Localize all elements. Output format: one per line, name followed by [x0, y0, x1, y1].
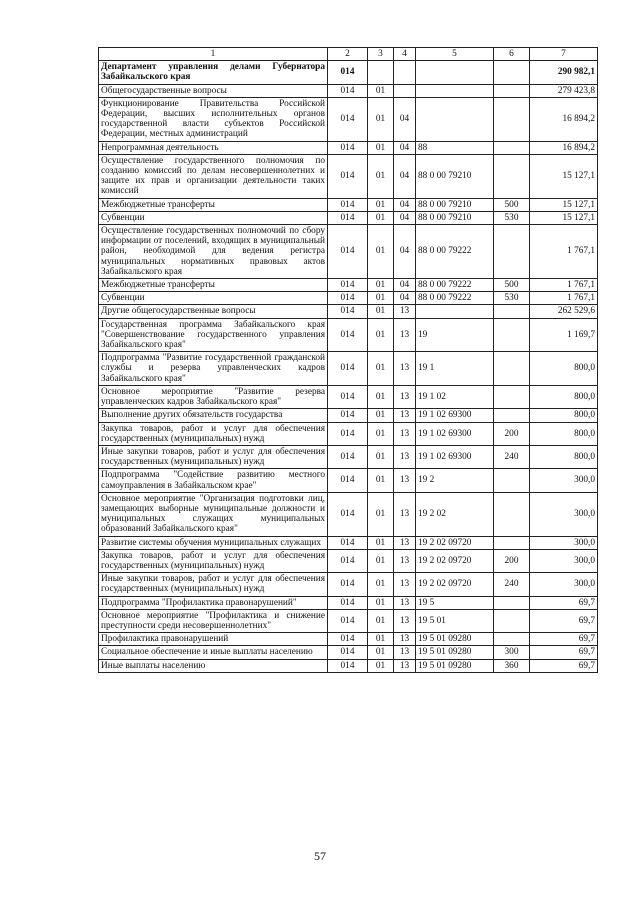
section-code-cell: 01	[368, 646, 394, 659]
subsection-code-cell: 13	[394, 573, 416, 596]
expense-type-cell	[494, 225, 530, 279]
target-article-cell: 19 2 02	[416, 492, 494, 536]
expense-type-cell	[494, 536, 530, 549]
section-code-cell: 01	[368, 352, 394, 386]
expense-type-cell: 530	[494, 211, 530, 224]
section-code-cell: 01	[368, 549, 394, 572]
amount-cell: 800,0	[530, 422, 598, 445]
section-code-cell: 01	[368, 225, 394, 279]
section-code-cell: 01	[368, 385, 394, 408]
subsection-code-cell: 13	[394, 305, 416, 318]
row-name-cell: Другие общегосударственные вопросы	[99, 305, 328, 318]
row-name-cell: Иные закупки товаров, работ и услуг для обеспечения государственных (муниципальных) нужд	[99, 445, 328, 468]
ministry-code-cell: 014	[328, 292, 368, 305]
row-name-cell: Закупка товаров, работ и услуг для обеспечения государственных (муниципальных) нужд	[99, 549, 328, 572]
expense-type-cell	[494, 318, 530, 352]
row-name-cell: Подпрограмма "Развитие государственной гражданской службы и резерва управленческих кадров Забайкальского края"	[99, 352, 328, 386]
table-row	[99, 596, 598, 609]
ministry-code-cell: 014	[328, 409, 368, 422]
header-row	[99, 48, 598, 61]
ministry-code-cell: 014	[328, 633, 368, 646]
subsection-code-cell: 13	[394, 385, 416, 408]
subsection-code-cell: 13	[394, 422, 416, 445]
subsection-code-cell: 13	[394, 469, 416, 492]
target-article-cell: 19 5 01 09280	[416, 633, 494, 646]
target-article-cell	[416, 305, 494, 318]
section-code-cell: 01	[368, 198, 394, 211]
target-article-cell: 19 5 01 09280	[416, 646, 494, 659]
ministry-code-cell: 014	[328, 61, 368, 84]
section-code-cell: 01	[368, 84, 394, 97]
table-row	[99, 198, 598, 211]
subsection-code-cell: 13	[394, 409, 416, 422]
subsection-code-cell: 04	[394, 198, 416, 211]
target-article-cell: 19 2 02 09720	[416, 536, 494, 549]
amount-cell: 1 169,7	[530, 318, 598, 352]
expense-type-cell	[494, 84, 530, 97]
ministry-code-cell: 014	[328, 422, 368, 445]
expense-type-cell: 500	[494, 279, 530, 292]
table-row	[99, 646, 598, 659]
row-name-cell: Непрограммная деятельность	[99, 141, 328, 154]
amount-cell: 800,0	[530, 352, 598, 386]
target-article-cell	[416, 84, 494, 97]
expense-type-cell: 300	[494, 646, 530, 659]
row-name-cell: Иные выплаты населению	[99, 659, 328, 672]
subsection-code-cell	[394, 61, 416, 84]
table-row	[99, 549, 598, 572]
row-name-cell: Подпрограмма "Содействие развитию местного самоуправления в Забайкальском крае"	[99, 469, 328, 492]
header-cell: 6	[494, 48, 530, 61]
subsection-code-cell: 13	[394, 609, 416, 632]
row-name-cell: Субвенции	[99, 292, 328, 305]
target-article-cell: 19 2 02 09720	[416, 573, 494, 596]
amount-cell: 300,0	[530, 549, 598, 572]
section-code-cell: 01	[368, 141, 394, 154]
section-code-cell: 01	[368, 279, 394, 292]
section-code-cell: 01	[368, 422, 394, 445]
header-cell: 2	[328, 48, 368, 61]
ministry-code-cell: 014	[328, 141, 368, 154]
table-row	[99, 445, 598, 468]
expense-type-cell: 200	[494, 549, 530, 572]
table-row	[99, 211, 598, 224]
subsection-code-cell: 13	[394, 549, 416, 572]
section-code-cell: 01	[368, 633, 394, 646]
target-article-cell: 19 5	[416, 596, 494, 609]
target-article-cell: 88 0 00 79222	[416, 279, 494, 292]
expense-type-cell	[494, 154, 530, 198]
section-code-cell: 01	[368, 573, 394, 596]
table-row	[99, 61, 598, 84]
section-code-cell: 01	[368, 659, 394, 672]
header-cell: 3	[368, 48, 394, 61]
target-article-cell: 19 1 02	[416, 385, 494, 408]
ministry-code-cell: 014	[328, 536, 368, 549]
subsection-code-cell: 04	[394, 154, 416, 198]
target-article-cell: 88 0 00 79222	[416, 292, 494, 305]
ministry-code-cell: 014	[328, 305, 368, 318]
expense-type-cell: 500	[494, 198, 530, 211]
expense-type-cell	[494, 141, 530, 154]
amount-cell: 15 127,1	[530, 198, 598, 211]
ministry-code-cell: 014	[328, 225, 368, 279]
table-row	[99, 225, 598, 279]
amount-cell: 300,0	[530, 492, 598, 536]
amount-cell: 800,0	[530, 409, 598, 422]
amount-cell: 1 767,1	[530, 225, 598, 279]
header-cell: 1	[99, 48, 328, 61]
subsection-code-cell: 13	[394, 492, 416, 536]
ministry-code-cell: 014	[328, 659, 368, 672]
target-article-cell: 88	[416, 141, 494, 154]
amount-cell: 16 894,2	[530, 97, 598, 141]
section-code-cell: 01	[368, 318, 394, 352]
subsection-code-cell: 13	[394, 318, 416, 352]
table-row	[99, 536, 598, 549]
budget-table	[98, 47, 598, 673]
section-code-cell: 01	[368, 305, 394, 318]
table-row	[99, 352, 598, 386]
amount-cell: 800,0	[530, 385, 598, 408]
expense-type-cell: 200	[494, 422, 530, 445]
row-name-cell: Социальное обеспечение и иные выплаты населению	[99, 646, 328, 659]
row-name-cell: Основное мероприятие "Развитие резерва управленческих кадров Забайкальского края"	[99, 385, 328, 408]
expense-type-cell	[494, 633, 530, 646]
table-row	[99, 279, 598, 292]
ministry-code-cell: 014	[328, 198, 368, 211]
row-name-cell: Закупка товаров, работ и услуг для обеспечения государственных (муниципальных) нужд	[99, 422, 328, 445]
expense-type-cell	[494, 61, 530, 84]
table-row	[99, 422, 598, 445]
section-code-cell: 01	[368, 409, 394, 422]
table-body	[99, 48, 598, 673]
row-name-cell: Субвенции	[99, 211, 328, 224]
ministry-code-cell: 014	[328, 609, 368, 632]
subsection-code-cell: 13	[394, 352, 416, 386]
table-row	[99, 409, 598, 422]
target-article-cell: 19 1 02 69300	[416, 445, 494, 468]
expense-type-cell	[494, 409, 530, 422]
section-code-cell: 01	[368, 492, 394, 536]
amount-cell: 15 127,1	[530, 211, 598, 224]
amount-cell: 69,7	[530, 609, 598, 632]
amount-cell: 800,0	[530, 445, 598, 468]
expense-type-cell	[494, 609, 530, 632]
page-number: 57	[314, 849, 326, 863]
amount-cell: 300,0	[530, 573, 598, 596]
subsection-code-cell: 13	[394, 633, 416, 646]
target-article-cell: 19 5 01 09280	[416, 659, 494, 672]
amount-cell: 279 423,8	[530, 84, 598, 97]
ministry-code-cell: 014	[328, 492, 368, 536]
target-article-cell: 19 1	[416, 352, 494, 386]
table-row	[99, 318, 598, 352]
expense-type-cell	[494, 492, 530, 536]
expense-type-cell	[494, 385, 530, 408]
header-cell: 7	[530, 48, 598, 61]
target-article-cell: 19 1 02 69300	[416, 422, 494, 445]
subsection-code-cell: 04	[394, 225, 416, 279]
subsection-code-cell: 04	[394, 292, 416, 305]
table-row	[99, 633, 598, 646]
amount-cell: 69,7	[530, 646, 598, 659]
subsection-code-cell: 13	[394, 536, 416, 549]
section-code-cell: 01	[368, 536, 394, 549]
amount-cell: 15 127,1	[530, 154, 598, 198]
subsection-code-cell: 04	[394, 211, 416, 224]
row-name-cell: Развитие системы обучения муниципальных служащих	[99, 536, 328, 549]
target-article-cell: 19 2	[416, 469, 494, 492]
ministry-code-cell: 014	[328, 318, 368, 352]
table-row	[99, 292, 598, 305]
section-code-cell: 01	[368, 469, 394, 492]
subsection-code-cell: 04	[394, 279, 416, 292]
ministry-code-cell: 014	[328, 97, 368, 141]
target-article-cell: 19 2 02 09720	[416, 549, 494, 572]
target-article-cell	[416, 97, 494, 141]
amount-cell: 69,7	[530, 659, 598, 672]
expense-type-cell	[494, 596, 530, 609]
section-code-cell: 01	[368, 445, 394, 468]
ministry-code-cell: 014	[328, 154, 368, 198]
subsection-code-cell: 13	[394, 646, 416, 659]
amount-cell: 1 767,1	[530, 279, 598, 292]
target-article-cell: 88 0 00 79210	[416, 211, 494, 224]
table-row	[99, 469, 598, 492]
row-name-cell: Подпрограмма "Профилактика правонарушений"	[99, 596, 328, 609]
expense-type-cell: 240	[494, 573, 530, 596]
expense-type-cell: 530	[494, 292, 530, 305]
row-name-cell: Профилактика правонарушений	[99, 633, 328, 646]
row-name-cell: Межбюджетные трансферты	[99, 279, 328, 292]
target-article-cell: 19 5 01	[416, 609, 494, 632]
amount-cell: 16 894,2	[530, 141, 598, 154]
row-name-cell: Межбюджетные трансферты	[99, 198, 328, 211]
amount-cell: 1 767,1	[530, 292, 598, 305]
target-article-cell: 19	[416, 318, 494, 352]
amount-cell: 69,7	[530, 633, 598, 646]
target-article-cell: 88 0 00 79222	[416, 225, 494, 279]
target-article-cell: 88 0 00 79210	[416, 154, 494, 198]
section-code-cell: 01	[368, 154, 394, 198]
ministry-code-cell: 014	[328, 646, 368, 659]
expense-type-cell	[494, 352, 530, 386]
section-code-cell	[368, 61, 394, 84]
row-name-cell: Осуществление государственных полномочий по сбору информации от поселений, входящих в муниципальный район, необходимой для ведения регистра муниципальных нормативных правовых актов Забайкальского края	[99, 225, 328, 279]
target-article-cell: 19 1 02 69300	[416, 409, 494, 422]
table-row	[99, 97, 598, 141]
target-article-cell: 88 0 00 79210	[416, 198, 494, 211]
section-code-cell: 01	[368, 596, 394, 609]
ministry-code-cell: 014	[328, 596, 368, 609]
subsection-code-cell	[394, 84, 416, 97]
ministry-code-cell: 014	[328, 469, 368, 492]
target-article-cell	[416, 61, 494, 84]
amount-cell: 300,0	[530, 469, 598, 492]
table-row	[99, 84, 598, 97]
row-name-cell: Выполнение других обязательств государства	[99, 409, 328, 422]
row-name-cell: Основное мероприятие "Профилактика и снижение преступности среди несовершеннолетних"	[99, 609, 328, 632]
table-row	[99, 305, 598, 318]
table-row	[99, 609, 598, 632]
table-row	[99, 492, 598, 536]
ministry-code-cell: 014	[328, 573, 368, 596]
expense-type-cell	[494, 305, 530, 318]
row-name-cell: Функционирование Правительства Российской Федерации, высших исполнительных органов государственной власти субъектов Российской Федерации, местных администраций	[99, 97, 328, 141]
section-code-cell: 01	[368, 292, 394, 305]
ministry-code-cell: 014	[328, 445, 368, 468]
ministry-code-cell: 014	[328, 84, 368, 97]
subsection-code-cell: 13	[394, 445, 416, 468]
table-row	[99, 154, 598, 198]
header-cell: 4	[394, 48, 416, 61]
row-name-cell: Государственная программа Забайкальского края "Совершенствование государственного управления Забайкальского края"	[99, 318, 328, 352]
ministry-code-cell: 014	[328, 279, 368, 292]
header-cell: 5	[416, 48, 494, 61]
subsection-code-cell: 04	[394, 97, 416, 141]
amount-cell: 300,0	[530, 536, 598, 549]
row-name-cell: Иные закупки товаров, работ и услуг для обеспечения государственных (муниципальных) нужд	[99, 573, 328, 596]
amount-cell: 262 529,6	[530, 305, 598, 318]
amount-cell: 69,7	[530, 596, 598, 609]
amount-cell: 290 982,1	[530, 61, 598, 84]
expense-type-cell	[494, 469, 530, 492]
row-name-cell: Департамент управления делами Губернатора Забайкальского края	[99, 61, 328, 84]
row-name-cell: Осуществление государственного полномочия по созданию комиссий по делам несовершеннолетних и защите их прав и организации деятельности таких комиссий	[99, 154, 328, 198]
expense-type-cell: 360	[494, 659, 530, 672]
table-row	[99, 385, 598, 408]
ministry-code-cell: 014	[328, 352, 368, 386]
expense-type-cell: 240	[494, 445, 530, 468]
ministry-code-cell: 014	[328, 385, 368, 408]
row-name-cell: Основное мероприятие "Организация подготовки лиц, замещающих выборные муниципальные должности и муниципальных служащих муниципальных образований Забайкальского края"	[99, 492, 328, 536]
table-row	[99, 573, 598, 596]
subsection-code-cell: 13	[394, 659, 416, 672]
section-code-cell: 01	[368, 609, 394, 632]
section-code-cell: 01	[368, 211, 394, 224]
expense-type-cell	[494, 97, 530, 141]
section-code-cell: 01	[368, 97, 394, 141]
ministry-code-cell: 014	[328, 211, 368, 224]
ministry-code-cell: 014	[328, 549, 368, 572]
row-name-cell: Общегосударственные вопросы	[99, 84, 328, 97]
subsection-code-cell: 04	[394, 141, 416, 154]
table-row	[99, 659, 598, 672]
table-row	[99, 141, 598, 154]
subsection-code-cell: 13	[394, 596, 416, 609]
